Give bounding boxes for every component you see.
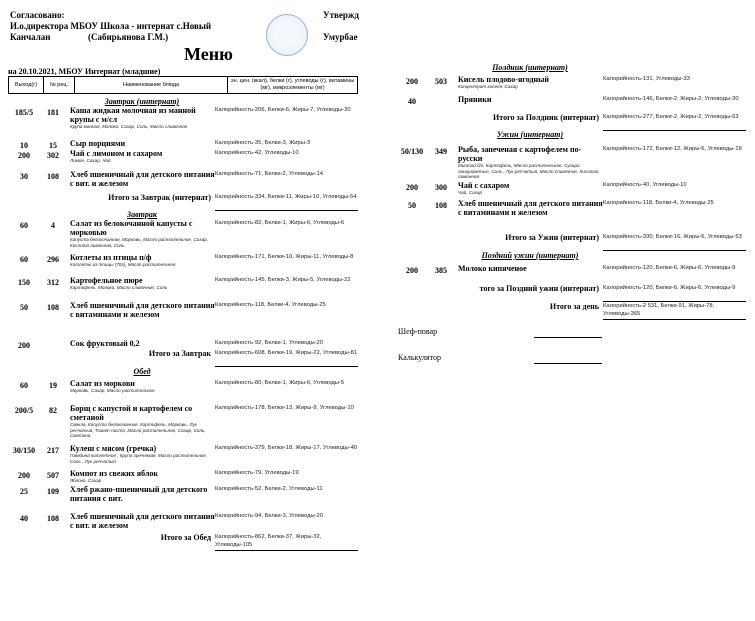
dish-recipe: 108 bbox=[47, 303, 59, 312]
dish-nutrition: Калорийность-146, Белки-2, Жиры-2, Углеводы-30 bbox=[603, 96, 739, 102]
approver-name: Умурбае bbox=[323, 32, 358, 42]
dish-output: 50 bbox=[20, 303, 28, 312]
dish-block bbox=[458, 95, 603, 104]
dish-output: 200 bbox=[406, 266, 418, 275]
dish-nutrition: Калорийность-71, Белки-2, Углеводы-14 bbox=[215, 171, 323, 177]
dish-block bbox=[70, 404, 215, 439]
dish-name: Рыба, запеченая с картофелем по-русски bbox=[458, 145, 582, 163]
dish-name: Компот из свежих яблок bbox=[70, 469, 159, 478]
dish-block bbox=[458, 181, 603, 196]
dish-name: Сок фруктовый 0,2 bbox=[70, 339, 140, 348]
dish-recipe: 109 bbox=[47, 487, 59, 496]
dish-block bbox=[458, 264, 603, 273]
dish-output: 200/5 bbox=[14, 406, 34, 415]
dish-name: Сыр порциями bbox=[70, 139, 126, 148]
dish-recipe: 349 bbox=[435, 147, 447, 156]
agreed-label: Согласовано: bbox=[10, 10, 65, 20]
total-nutrition: Калорийность-120, Белки-6, Жиры-6, Углеводы-9 bbox=[603, 285, 736, 291]
dish-block bbox=[70, 139, 215, 148]
total-label: Итого за Обед bbox=[160, 533, 211, 542]
total-label: Итого за Ужин (интернат) bbox=[505, 233, 599, 242]
dish-composition: Свекла, Капуста белокочанная, Картофель, Морковь, Лук репчатый, Томат-паста, Масло растительное, Сахар, Соль, Сметана bbox=[70, 422, 206, 438]
total-nutrition: Калорийность-862, Белки-37, Жиры-32, Углеводы-105 bbox=[215, 534, 322, 548]
chef-label: Шеф-повар bbox=[398, 327, 438, 336]
row-divider bbox=[603, 130, 746, 131]
col-dish: Наименование блюда bbox=[75, 77, 228, 94]
dish-block bbox=[458, 145, 603, 180]
section-title: Завтрак (интернат) bbox=[104, 97, 180, 106]
column-header bbox=[8, 76, 358, 94]
dish-output: 30 bbox=[20, 172, 28, 181]
dish-block bbox=[70, 276, 215, 291]
col-nutrition: эн. цен. (ккал), белки (г), углеводы (г), витамины (мг), микроэлементы (мг) bbox=[228, 77, 358, 94]
chef-signature-line bbox=[534, 337, 602, 338]
dish-name: Молоко кипяченое bbox=[458, 264, 527, 273]
dish-block bbox=[70, 301, 215, 319]
dish-output: 200 bbox=[18, 151, 30, 160]
dish-name: Хлеб пшеничный для детского питания с вит. и железом bbox=[70, 512, 215, 530]
dish-recipe: 302 bbox=[47, 151, 59, 160]
dish-recipe: 312 bbox=[47, 278, 59, 287]
dish-output: 25 bbox=[20, 487, 28, 496]
dish-composition: Картофель, Молоко, Масло сливочное, Соль bbox=[70, 285, 168, 290]
row-divider bbox=[215, 210, 358, 211]
dish-block bbox=[70, 379, 215, 394]
dish-nutrition: Калорийность-120, Белки-6, Жиры-6, Углеводы-9 bbox=[603, 265, 736, 271]
dish-composition: Говядина котлетное , Крупа гречневая, Масло растительное, Соль , Лук репчатый bbox=[70, 453, 208, 464]
dish-output: 60 bbox=[20, 381, 28, 390]
dish-recipe: 4 bbox=[51, 221, 55, 230]
dish-name: Хлеб ржано-пшеничный для детского питания с вит. bbox=[70, 485, 208, 503]
dish-name: Хлеб пшеничный для детского питания с вит. и железом bbox=[70, 170, 215, 188]
dish-output: 200 bbox=[406, 77, 418, 86]
total-nutrition: Калорийность-277, Белки-2, Жиры-2, Углеводы-63 bbox=[603, 114, 739, 120]
dish-block bbox=[70, 485, 215, 503]
dish-nutrition: Калорийность-118, Белки-4, Углеводы-25 bbox=[603, 200, 714, 206]
dish-recipe: 108 bbox=[435, 201, 447, 210]
dish-composition: Котлеты из птицы (70г), Масло растительное bbox=[70, 262, 176, 267]
dish-output: 60 bbox=[20, 221, 28, 230]
deputy-name: (Сабирьянова Г.М.) bbox=[88, 32, 169, 42]
dish-output: 30/150 bbox=[12, 446, 36, 455]
total-nutrition: Калорийность-334, Белки-11, Жиры-10, Углеводы-54 bbox=[215, 194, 357, 200]
dish-name: Каша жидкая молочная из манной крупы с м/сл bbox=[70, 106, 196, 124]
dish-nutrition: Калорийность-92, Белки-1, Углеводы-20 bbox=[215, 340, 323, 346]
dish-nutrition: Калорийность-131, Углеводы-33 bbox=[603, 76, 690, 82]
dish-recipe: 19 bbox=[49, 381, 57, 390]
dish-block bbox=[70, 149, 215, 164]
dish-output: 200 bbox=[18, 341, 30, 350]
section-title: Поздний ужин (интернат) bbox=[481, 251, 579, 260]
dish-name: Чай с сахаром bbox=[458, 181, 510, 190]
dish-output: 50/130 bbox=[400, 147, 424, 156]
dish-name: Чай с лимоном и сахаром bbox=[70, 149, 163, 158]
dish-recipe: 296 bbox=[47, 255, 59, 264]
dish-composition: Минтай б/г, Картофель, Масло растительное, Сухари панировочные, Соль , Лук репчатый, Масло сливочное, Кислота лимонная bbox=[458, 163, 599, 179]
dish-composition: Капуста белокочанная, Морковь, Масло растительное, Сахар, Кислота лимонная, Соль bbox=[70, 237, 209, 248]
dish-name: Хлеб пшеничный для детского питания с витаминами и железом bbox=[458, 199, 603, 217]
dish-recipe: 385 bbox=[435, 266, 447, 275]
date-line: на 20.10.2021, МБОУ Интернат (младшие) bbox=[8, 67, 161, 76]
dish-nutrition: Калорийность-40, Углеводы-10 bbox=[603, 182, 687, 188]
dish-recipe: 108 bbox=[47, 514, 59, 523]
dish-nutrition: Калорийность-171, Белки-10, Жиры-11, Углеводы-8 bbox=[215, 254, 354, 260]
dish-output: 10 bbox=[20, 141, 28, 150]
col-recipe: № рец. bbox=[44, 77, 75, 94]
dish-nutrition: Калорийность-79, Углеводы-19 bbox=[215, 470, 299, 476]
total-label: Итого за день bbox=[549, 302, 599, 311]
dish-composition: Морковь, Сахар, Масло растительное bbox=[70, 388, 155, 393]
dish-recipe: 108 bbox=[47, 172, 59, 181]
deputy-line: И.о.директора МБОУ Школа - интернат с.Новый bbox=[10, 21, 212, 31]
place-label: Канчалан bbox=[10, 32, 51, 42]
dish-block bbox=[70, 106, 215, 130]
calc-signature-line bbox=[534, 363, 602, 364]
dish-nutrition: Калорийность-178, Белки-13, Жиры-9, Углеводы-10 bbox=[215, 405, 354, 411]
dish-name: Борщ с капустой и картофелем со сметаной bbox=[70, 404, 193, 422]
dish-block bbox=[70, 219, 215, 248]
dish-name: Котлеты из птицы п/ф bbox=[70, 253, 152, 262]
dish-recipe: 82 bbox=[49, 406, 57, 415]
total-label: Итого за Завтрак bbox=[148, 349, 211, 358]
dish-nutrition: Калорийность-172, Белки-12, Жиры-6, Углеводы-18 bbox=[603, 146, 742, 152]
total-label: Итого за Полдник (интернат) bbox=[493, 113, 599, 122]
col-output: Выход(г) bbox=[9, 77, 44, 94]
dish-block bbox=[70, 170, 215, 188]
dish-recipe: 217 bbox=[47, 446, 59, 455]
section-title: Полдник (интернат) bbox=[492, 63, 568, 72]
dish-nutrition: Калорийность-145, Белки-3, Жиры-5, Углеводы-22 bbox=[215, 277, 351, 283]
row-divider bbox=[215, 366, 358, 367]
section-title: Ужин (интернат) bbox=[496, 130, 564, 139]
dish-output: 50 bbox=[408, 201, 416, 210]
row-divider bbox=[603, 319, 746, 320]
dish-block bbox=[458, 75, 603, 90]
dish-output: 40 bbox=[20, 514, 28, 523]
dish-output: 200 bbox=[18, 471, 30, 480]
dish-composition: Крупа манная, Молоко, Сахар, Соль, Масло сливочное bbox=[70, 124, 188, 129]
total-label: Итого за Завтрак (интернат) bbox=[108, 193, 211, 202]
total-nutrition: Калорийность-330, Белки-16, Жиры-6, Углеводы-53 bbox=[603, 234, 742, 240]
row-divider bbox=[603, 250, 746, 251]
dish-recipe: 15 bbox=[49, 141, 57, 150]
dish-output: 150 bbox=[18, 278, 30, 287]
dish-output: 60 bbox=[20, 255, 28, 264]
dish-name: Кисель плодово-ягодный bbox=[458, 75, 550, 84]
dish-name: Салат из моркови bbox=[70, 379, 135, 388]
dish-name: Картофельное пюре bbox=[70, 276, 143, 285]
dish-output: 200 bbox=[406, 183, 418, 192]
dish-nutrition: Калорийность-42, Углеводы-10 bbox=[215, 150, 299, 156]
dish-block bbox=[70, 339, 215, 348]
total-label: того за Поздний ужин (интернат) bbox=[479, 284, 599, 293]
dish-output: 185/5 bbox=[14, 108, 34, 117]
dish-recipe: 300 bbox=[435, 183, 447, 192]
dish-block bbox=[70, 444, 215, 464]
dish-output: 40 bbox=[408, 97, 416, 106]
row-divider bbox=[215, 550, 358, 551]
dish-name: Хлеб пшеничный для детского питания с витаминами и железом bbox=[70, 301, 215, 319]
page-title: Меню bbox=[184, 44, 233, 64]
dish-block bbox=[70, 469, 215, 484]
dish-nutrition: Калорийность-379, Белки-18, Жиры-17, Углеводы-40 bbox=[215, 445, 358, 451]
dish-nutrition: Калорийность-94, Белки-3, Углеводы-20 bbox=[215, 513, 323, 519]
dish-composition: Яблоко, Сахар bbox=[70, 478, 102, 483]
approval-stamp bbox=[266, 14, 308, 56]
dish-block bbox=[70, 512, 215, 530]
dish-nutrition: Калорийность-35, Белки-3, Жиры-3 bbox=[215, 140, 311, 146]
dish-nutrition: Калорийность-52, Белки-2, Углеводы-11 bbox=[215, 486, 323, 492]
dish-nutrition: Калорийность-206, Белки-6, Жиры-7, Углеводы-30 bbox=[215, 107, 351, 113]
dish-recipe: 181 bbox=[47, 108, 59, 117]
section-title: Завтрак bbox=[127, 210, 157, 219]
dish-nutrition: Калорийность-118, Белки-4, Углеводы-25 bbox=[215, 302, 326, 308]
total-nutrition: Калорийность-608, Белки-19, Жиры-22, Углеводы-81 bbox=[215, 350, 358, 356]
dish-name: Кулеш с мясом (гречка) bbox=[70, 444, 157, 453]
dish-nutrition: Калорийность-82, Белки-1, Жиры-6, Углеводы-6 bbox=[215, 220, 345, 226]
dish-name: Салат из белокочанной капусты с морковью bbox=[70, 219, 193, 237]
dish-recipe: 507 bbox=[47, 471, 59, 480]
dish-name: Пряники bbox=[458, 95, 492, 104]
approve-label: Утвержд bbox=[323, 10, 359, 20]
dish-composition: Концентрат киселя, Сахар bbox=[458, 84, 518, 89]
dish-recipe: 503 bbox=[435, 77, 447, 86]
total-nutrition: Калорийность-2 531, Белки-91, Жиры-78, Углеводы-365 bbox=[603, 303, 715, 317]
dish-composition: Чай, Сахар bbox=[458, 190, 483, 195]
dish-nutrition: Калорийность-80, Белки-1, Жиры-6, Углеводы-5 bbox=[215, 380, 345, 386]
dish-block bbox=[70, 253, 215, 268]
dish-block bbox=[458, 199, 603, 217]
dish-composition: Лимон, Сахар, Чай bbox=[70, 158, 111, 163]
section-title: Обед bbox=[133, 367, 151, 376]
calc-label: Калькулятор bbox=[398, 353, 441, 362]
